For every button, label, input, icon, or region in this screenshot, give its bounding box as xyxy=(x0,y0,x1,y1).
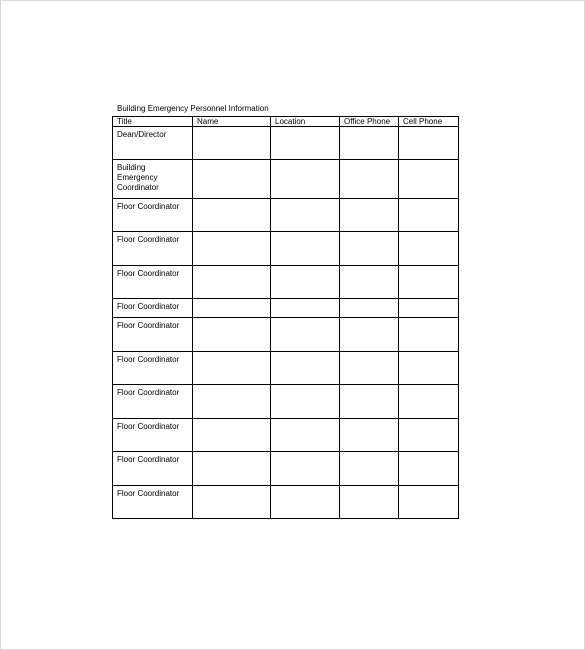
title-cell: Floor Coordinator xyxy=(113,385,193,419)
name-cell xyxy=(193,486,271,519)
cell-phone-cell xyxy=(399,127,459,160)
cell-phone-cell xyxy=(399,160,459,199)
cell-phone-cell xyxy=(399,352,459,385)
table-row xyxy=(113,299,459,318)
title-cell: Floor Coordinator xyxy=(113,352,193,385)
title-cell: Floor Coordinator xyxy=(113,419,193,452)
column-header-name: Name xyxy=(193,117,271,127)
personnel-table xyxy=(112,116,459,519)
header-row xyxy=(113,117,459,127)
office-phone-cell xyxy=(340,266,399,299)
table-row xyxy=(113,266,459,299)
office-phone-cell xyxy=(340,352,399,385)
title-cell: Floor Coordinator xyxy=(113,486,193,519)
office-phone-cell xyxy=(340,385,399,419)
location-cell xyxy=(271,419,340,452)
name-cell xyxy=(193,266,271,299)
office-phone-cell xyxy=(340,419,399,452)
office-phone-cell xyxy=(340,160,399,199)
office-phone-cell xyxy=(340,299,399,318)
cell-phone-cell xyxy=(399,232,459,266)
title-cell: Floor Coordinator xyxy=(113,232,193,266)
title-cell: Floor Coordinator xyxy=(113,299,193,318)
location-cell xyxy=(271,199,340,232)
location-cell xyxy=(271,385,340,419)
location-cell xyxy=(271,486,340,519)
location-cell xyxy=(271,232,340,266)
table-row xyxy=(113,486,459,519)
document-title: Building Emergency Personnel Information xyxy=(117,104,269,113)
location-cell xyxy=(271,452,340,486)
office-phone-cell xyxy=(340,486,399,519)
table-row xyxy=(113,127,459,160)
cell-phone-cell xyxy=(399,318,459,352)
name-cell xyxy=(193,232,271,266)
office-phone-cell xyxy=(340,127,399,160)
column-header-location: Location xyxy=(271,117,340,127)
table-row xyxy=(113,160,459,199)
table-row xyxy=(113,318,459,352)
cell-phone-cell xyxy=(399,266,459,299)
location-cell xyxy=(271,160,340,199)
name-cell xyxy=(193,199,271,232)
name-cell xyxy=(193,127,271,160)
cell-phone-cell xyxy=(399,385,459,419)
name-cell xyxy=(193,160,271,199)
title-cell: Floor Coordinator xyxy=(113,452,193,486)
name-cell xyxy=(193,385,271,419)
name-cell xyxy=(193,352,271,385)
office-phone-cell xyxy=(340,232,399,266)
cell-phone-cell xyxy=(399,486,459,519)
cell-phone-cell xyxy=(399,452,459,486)
office-phone-cell xyxy=(340,452,399,486)
column-header-cell-phone: Cell Phone xyxy=(399,117,459,127)
office-phone-cell xyxy=(340,318,399,352)
name-cell xyxy=(193,452,271,486)
cell-phone-cell xyxy=(399,419,459,452)
office-phone-cell xyxy=(340,199,399,232)
table-row xyxy=(113,199,459,232)
location-cell xyxy=(271,266,340,299)
title-cell: Floor Coordinator xyxy=(113,318,193,352)
column-header-office-phone: Office Phone xyxy=(340,117,399,127)
location-cell xyxy=(271,127,340,160)
table-body xyxy=(113,127,459,519)
name-cell xyxy=(193,318,271,352)
table-row xyxy=(113,232,459,266)
title-cell: Dean/Director xyxy=(113,127,193,160)
cell-phone-cell xyxy=(399,299,459,318)
name-cell xyxy=(193,419,271,452)
cell-phone-cell xyxy=(399,199,459,232)
title-cell: Floor Coordinator xyxy=(113,199,193,232)
title-cell: Floor Coordinator xyxy=(113,266,193,299)
column-header-title: Title xyxy=(113,117,193,127)
location-cell xyxy=(271,352,340,385)
table-row xyxy=(113,419,459,452)
location-cell xyxy=(271,299,340,318)
table-row xyxy=(113,385,459,419)
name-cell xyxy=(193,299,271,318)
table-row xyxy=(113,452,459,486)
title-cell: Building Emergency Coordinator xyxy=(113,160,193,199)
table-row xyxy=(113,352,459,385)
location-cell xyxy=(271,318,340,352)
